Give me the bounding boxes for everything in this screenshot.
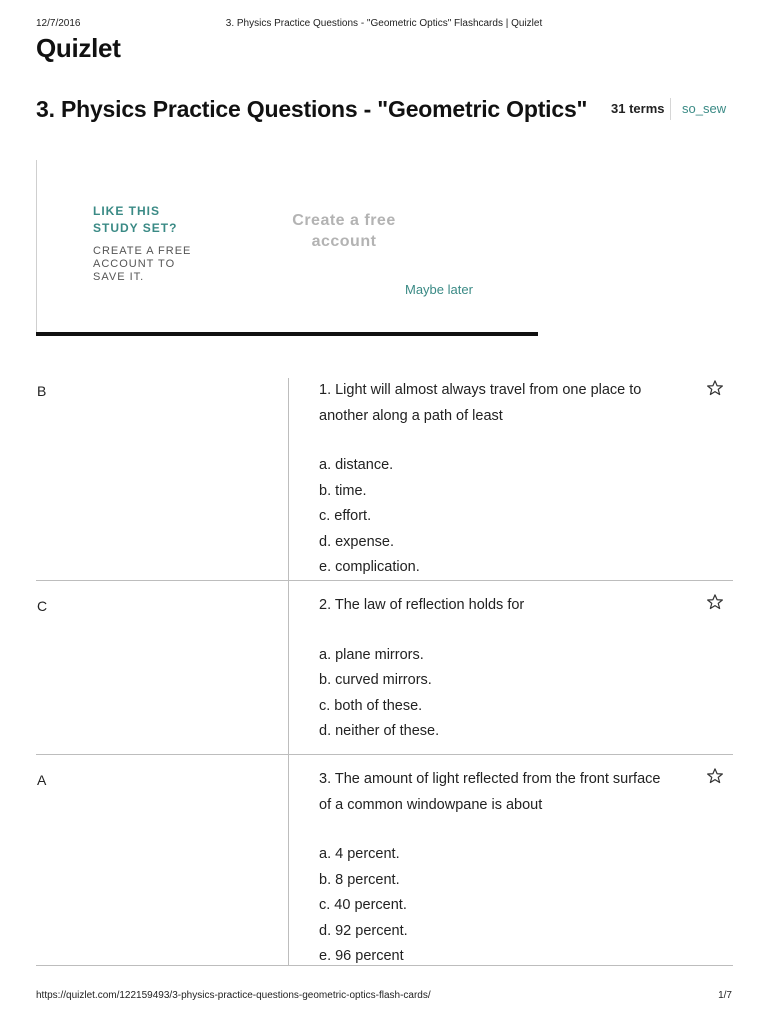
option: a. 4 percent. <box>319 846 400 862</box>
card-question <box>319 378 675 581</box>
card-divider <box>288 378 289 580</box>
promo-left-rule <box>36 160 37 332</box>
star-icon[interactable] <box>706 593 726 613</box>
star-icon[interactable] <box>706 767 726 787</box>
option: b. time. <box>319 482 367 499</box>
promo-heading: LIKE THIS STUDY SET? <box>93 204 178 235</box>
option: a. plane mirrors. <box>319 646 424 663</box>
print-url: https://quizlet.com/122159493/3-physics-practice-questions-geometric-optics-flash-cards/ <box>36 990 431 1001</box>
author-link[interactable]: so_sew <box>682 101 727 116</box>
flashcard-list <box>36 378 733 966</box>
print-header <box>36 18 732 32</box>
option: a. distance. <box>319 457 394 473</box>
page-number: 1/7 <box>718 990 732 1001</box>
quizlet-logo[interactable]: Quizlet <box>36 33 121 63</box>
star-icon[interactable] <box>706 379 726 399</box>
option: d. 92 percent. <box>319 922 408 939</box>
option: c. both of these. <box>319 697 423 714</box>
terms-count: 31 terms <box>611 101 665 116</box>
question-text: 3. The amount of light reflected from the front surface of a common windowpane is about <box>319 771 661 813</box>
promo-subtext: CREATE A FREE ACCOUNT TO SAVE IT. <box>93 245 192 283</box>
print-footer <box>36 990 732 1004</box>
card-answer: B <box>37 383 47 399</box>
set-title: 3. Physics Practice Questions - "Geometric Optics" <box>36 96 588 122</box>
question-text: 1. Light will almost always travel from one place to another along a path of least <box>319 382 642 424</box>
print-doc-title: 3. Physics Practice Questions - "Geometric Optics" Flashcards | Quizlet <box>225 18 543 29</box>
signup-promo <box>36 160 538 336</box>
card-divider <box>288 581 289 754</box>
create-account-button[interactable]: Create a free account <box>292 212 396 250</box>
option: b. curved mirrors. <box>319 672 432 688</box>
promo-bottom-rule <box>36 332 538 336</box>
option: d. neither of these. <box>319 723 440 739</box>
card-answer: C <box>37 598 48 614</box>
option: e. 96 percent <box>319 948 404 964</box>
flashcard <box>36 755 733 966</box>
card-question <box>319 593 675 745</box>
card-answer: A <box>37 772 47 788</box>
option: e. complication. <box>319 559 420 575</box>
option: d. expense. <box>319 533 394 550</box>
option: c. effort. <box>319 508 372 524</box>
flashcard <box>36 378 733 581</box>
card-divider <box>288 755 289 965</box>
header-separator <box>670 98 671 120</box>
option: b. 8 percent. <box>319 871 400 888</box>
print-date: 12/7/2016 <box>36 18 81 29</box>
card-question <box>319 767 675 970</box>
flashcard <box>36 581 733 755</box>
option: c. 40 percent. <box>319 897 407 913</box>
question-text: 2. The law of reflection holds for <box>319 597 525 613</box>
maybe-later-link[interactable]: Maybe later <box>405 282 473 297</box>
